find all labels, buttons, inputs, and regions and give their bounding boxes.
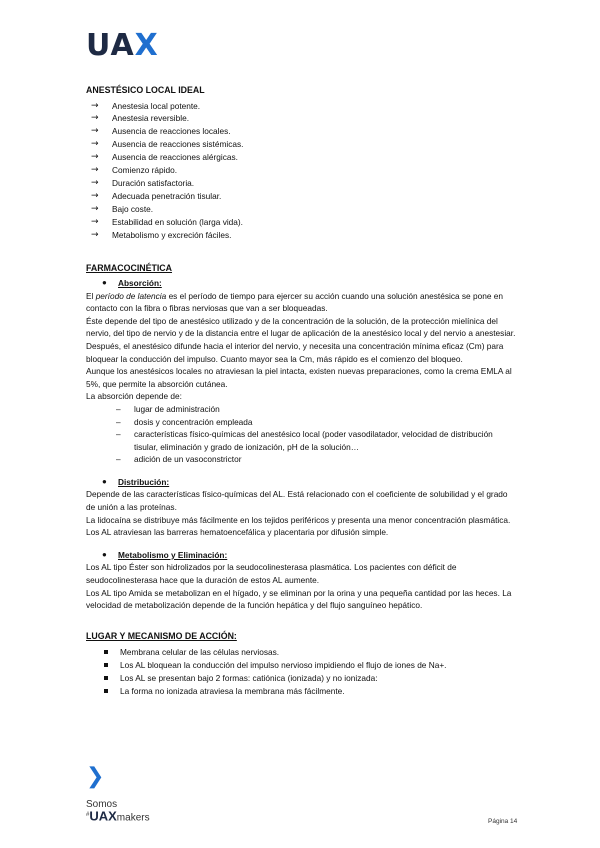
list-item: → Comienzo rápido. [91,165,178,176]
list-item: → Ausencia de reacciones alérgicas. [91,152,238,163]
ideal-list [86,100,516,242]
arrow-icon: → [91,190,99,201]
subsection-title: Absorción: [118,277,162,288]
subsection-absorcion [86,277,516,290]
section-title-farmacocinetica: FARMACOCINÉTICA [86,263,173,274]
paragraph: La lidocaína se distribuye más fácilmente en los tejidos periféricos y presenta una menor concentración plasmática. Los AL atraviesan las barreras hematoencefálica y placentaria por difusión simple. [86,514,511,538]
list-item: → Estabilidad en solución (larga vida). [91,216,243,227]
arrow-icon: → [91,126,99,137]
list-item: → Bajo coste. [91,203,154,214]
list-item: → Adecuada penetración tisular. [91,190,222,201]
mechanism-list [86,646,516,698]
square-bullet-icon [104,689,108,693]
paragraph: Depende de las características físico-químicas del AL. Está relacionado con el coeficiente de solubilidad y el grado de unión a las proteínas. [86,489,508,513]
paragraph: La absorción depende de: [86,391,182,402]
paragraph: Los AL tipo Amida se metabolizan en el hígado, y se eliminan por la orina y una pequeña cantidad por las heces. La velocidad de metabolización depende de la función hepática y del flujo sanguíneo hepático. [86,587,512,611]
square-bullet-icon [104,650,108,654]
paragraph: El período de latencia es el período de tiempo para ejercer su acción cuando una solución anestésica se pone en contacto con la fibra o fibras nerviosas que van a ser bloqueadas. [86,290,503,314]
square-bullet-icon [104,676,108,680]
list-item: Los AL bloquean la conducción del impulso nervioso impidiendo el flujo de iones de Na+. [86,659,516,672]
arrow-icon: → [91,139,99,150]
paragraph: Los AL tipo Éster son hidrolizados por la seudocolinesterasa plasmática. Los pacientes con déficit de seudocolinesterasa hace que la duración de estos AL aumente. [86,562,457,586]
chevron-right-icon: ❯ [86,764,105,789]
list-item: → Metabolismo y excreción fáciles. [91,229,232,240]
arrow-icon: → [91,203,99,214]
arrow-icon: → [91,229,99,240]
arrow-icon: → [91,177,99,188]
subsection-title: Metabolismo y Eliminación: [118,549,228,560]
arrow-icon: → [91,100,99,111]
document-body [86,84,516,698]
section-title-ideal: ANESTÉSICO LOCAL IDEAL [86,85,205,95]
list-item: → Ausencia de reacciones locales. [91,126,231,137]
bullet-icon: ● [102,476,107,486]
subsection-metabolismo [86,549,516,562]
list-item: Los AL se presentan bajo 2 formas: catiónica (ionizada) y no ionizada: [86,672,516,685]
subsection-title: Distribución: [118,476,170,487]
bullet-icon: ● [102,549,107,559]
paragraph: Éste depende del tipo de anestésico utilizado y de la concentración de la solución, de la protección mielínica del nervio, del tipo de nervio y de la distancia entre el lugar de aplicación de la anestésico local y del nervio a anestesiar. Después, el anestésico difunde hacia el interior del nervio, y necesita una concentración mínima eficaz (Cm) para bloquear la conducción del impulso. Cuanto mayor sea la Cm, más rápido es el comienzo del bloqueo. [86,315,516,364]
section-title-lugar: LUGAR Y MECANISMO DE ACCIÓN: [86,630,237,641]
list-item: Membrana celular de las células nerviosas. [86,646,516,659]
uax-logo: UAX [86,28,159,63]
absorption-factors-list [86,403,516,466]
paragraph: Aunque los anestésicos locales no atraviesan la piel intacta, existen nuevas preparaciones, como la crema EMLA al 5%, que permite la absorción cutánea. [86,366,512,389]
bullet-icon: ● [102,277,107,287]
page-number: Página 14 [488,818,518,825]
list-item: – características físico-químicas del anestésico local (poder vasodilatador, velocidad de distribución tisular, eliminación y grado de ionización, pH de la solución… [116,429,493,452]
square-bullet-icon [104,663,108,667]
arrow-icon: → [91,113,99,124]
list-item: → Ausencia de reacciones sistémicas. [91,139,244,150]
list-item: → Anestesia local potente. [91,100,201,111]
subsection-distribucion [86,476,516,489]
list-item: – dosis y concentración empleada [116,416,253,427]
list-item: → Anestesia reversible. [91,113,190,124]
list-item: – lugar de administración [116,403,220,414]
arrow-icon: → [91,152,99,163]
list-item: – adición de un vasoconstrictor [116,454,242,465]
list-item: La forma no ionizada atraviesa la membrana más fácilmente. [86,685,516,698]
arrow-icon: → [91,216,99,227]
footer-brand: Somos #UAXmakers [86,799,150,824]
arrow-icon: → [91,165,99,176]
list-item: → Duración satisfactoria. [91,177,195,188]
